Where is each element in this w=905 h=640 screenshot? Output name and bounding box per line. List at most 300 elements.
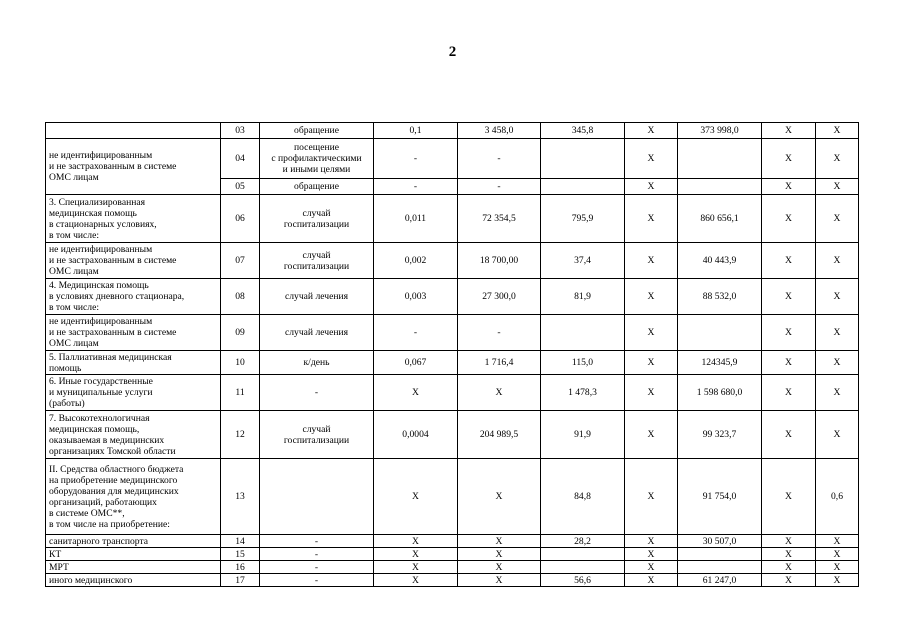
cell-value: 13 (235, 491, 245, 502)
cell-value: Х (833, 125, 841, 136)
table-cell-c5 (458, 195, 541, 243)
row-label-cell (46, 375, 221, 411)
cell-value: 15 (235, 548, 245, 560)
cell-value: Х (647, 255, 655, 266)
cell-value: Х (785, 491, 792, 502)
table-cell-c4 (374, 315, 458, 351)
table-cell-c9 (762, 561, 816, 574)
table-cell-c7 (625, 243, 678, 279)
table-cell-c10 (816, 243, 859, 279)
cell-value: Х (833, 429, 841, 440)
cell-value: 09 (235, 327, 245, 338)
table-cell-c8 (678, 535, 762, 548)
table-cell-c6 (541, 459, 625, 535)
table-cell-unit (260, 459, 374, 535)
table-cell-c8 (678, 459, 762, 535)
row-label: санитарного транспорта (49, 535, 149, 547)
cell-value: 1 598 680,0 (696, 387, 743, 398)
table-cell-c8 (678, 411, 762, 459)
cell-value: Х (412, 491, 419, 502)
row-label-cell (46, 195, 221, 243)
table-row (46, 561, 859, 574)
table-cell-unit (260, 279, 374, 315)
row-label-cell (46, 535, 221, 548)
table-cell-c7 (625, 139, 678, 179)
row-label-cell (46, 459, 221, 535)
table-cell-c9 (762, 375, 816, 411)
table-cell-code (221, 375, 260, 411)
table-cell-c10 (816, 411, 859, 459)
row-label: МРТ (49, 561, 69, 573)
table-cell-c4 (374, 243, 458, 279)
table-cell-code (221, 279, 260, 315)
table-cell-c10 (816, 548, 859, 561)
table-row (46, 243, 859, 279)
cell-value: случай госпитализации (283, 207, 350, 230)
table-cell-c7 (625, 548, 678, 561)
table-cell-c6 (541, 139, 625, 179)
cell-value: 14 (235, 535, 245, 547)
table-cell-c7 (625, 315, 678, 351)
cell-value: Х (412, 574, 419, 586)
cell-value: 1 478,3 (568, 387, 597, 398)
cell-value: Х (833, 574, 841, 586)
cell-value: Х (785, 153, 792, 164)
table-cell-c5 (458, 243, 541, 279)
table-cell-c5 (458, 123, 541, 139)
table-cell-c7 (625, 574, 678, 587)
table-cell-code (221, 459, 260, 535)
table-cell-code (221, 179, 260, 195)
table-cell-c4 (374, 548, 458, 561)
row-label: не идентифицированным и не застрахованным в системе ОМС лицам (49, 244, 177, 277)
table-cell-c4 (374, 411, 458, 459)
table-cell-c9 (762, 548, 816, 561)
table-cell-c7 (625, 279, 678, 315)
row-label: не идентифицированным и не застрахованным в системе ОМС лицам (49, 150, 177, 183)
table-cell-c9 (762, 179, 816, 195)
table-cell-c9 (762, 411, 816, 459)
cell-value: 61 247,0 (702, 574, 737, 586)
row-label: не идентифицированным и не застрахованным в системе ОМС лицам (49, 316, 177, 349)
cell-value: 04 (235, 153, 245, 164)
cell-value: 0,1 (409, 125, 422, 136)
cell-value: Х (833, 387, 841, 398)
table-cell-c5 (458, 411, 541, 459)
table-cell-c9 (762, 315, 816, 351)
table-cell-unit (260, 243, 374, 279)
cell-value: Х (833, 181, 841, 192)
cell-value: Х (647, 574, 655, 586)
row-label-cell (46, 351, 221, 375)
table-cell-c10 (816, 535, 859, 548)
table-cell-c6 (541, 195, 625, 243)
table-cell-c6 (541, 179, 625, 195)
cell-value: 3 458,0 (484, 125, 514, 136)
cell-value: - (413, 181, 418, 192)
cell-value: Х (785, 125, 792, 136)
table-cell-c5 (458, 459, 541, 535)
row-label: 5. Паллиативная медицинская помощь (49, 351, 172, 374)
cell-value: 30 507,0 (702, 535, 737, 547)
cell-value: 0,6 (831, 491, 843, 502)
cell-value: случай госпитализации (283, 423, 350, 446)
cell-value: 115,0 (571, 357, 594, 368)
cell-value: Х (495, 574, 503, 586)
cell-value: - (413, 327, 418, 338)
table-cell-c8 (678, 561, 762, 574)
cell-value: Х (647, 491, 655, 502)
cell-value: Х (495, 491, 503, 502)
cell-value: Х (647, 125, 655, 136)
cell-value: 08 (235, 291, 245, 302)
cell-value: 91,9 (574, 429, 591, 440)
row-label-cell (46, 315, 221, 351)
table-cell-c5 (458, 561, 541, 574)
table-cell-c9 (762, 123, 816, 139)
table-cell-c4 (374, 351, 458, 375)
table-cell-c10 (816, 315, 859, 351)
table-cell-c10 (816, 179, 859, 195)
table-cell-c5 (458, 574, 541, 587)
cell-value: Х (647, 181, 655, 192)
cell-value: Х (833, 255, 841, 266)
cell-value: 124345,9 (701, 357, 738, 368)
cell-value: 1 716,4 (484, 357, 514, 368)
table-cell-c8 (678, 574, 762, 587)
cell-value: 16 (235, 561, 245, 573)
cell-value: 84,8 (574, 491, 591, 502)
cell-value: 81,9 (574, 291, 591, 302)
cell-value: - (314, 548, 319, 560)
table-cell-c8 (678, 179, 762, 195)
table-cell-c10 (816, 375, 859, 411)
cell-value: Х (647, 291, 655, 302)
page-number: 2 (448, 44, 457, 60)
cell-value: обращение (294, 125, 339, 136)
cell-value: - (497, 181, 501, 192)
table-cell-c10 (816, 351, 859, 375)
cell-value: 40 443,9 (702, 255, 737, 266)
cell-value: 05 (235, 181, 245, 192)
table-cell-code (221, 535, 260, 548)
row-label-cell (46, 411, 221, 459)
table-cell-c6 (541, 548, 625, 561)
table-cell-unit (260, 351, 374, 375)
table-cell-c9 (762, 139, 816, 179)
cell-value: - (314, 535, 319, 547)
cell-value: 10 (235, 357, 245, 368)
cell-value: Х (833, 561, 841, 573)
cell-value: 0,003 (404, 291, 427, 302)
table-cell-code (221, 243, 260, 279)
cell-value: 795,9 (571, 213, 594, 224)
table-cell-c7 (625, 351, 678, 375)
table-cell-c8 (678, 279, 762, 315)
cell-value: 06 (235, 213, 245, 224)
table-cell-c4 (374, 195, 458, 243)
table-cell-c6 (541, 315, 625, 351)
cell-value: 0,011 (404, 213, 427, 224)
table-cell-c10 (816, 195, 859, 243)
cell-value: Х (647, 327, 655, 338)
table-cell-c4 (374, 535, 458, 548)
table-cell-c6 (541, 123, 625, 139)
cell-value: Х (647, 429, 655, 440)
cell-value: 0,067 (404, 357, 427, 368)
table-cell-c5 (458, 179, 541, 195)
cell-value: Х (833, 327, 841, 338)
table-row (46, 315, 859, 351)
cell-value: Х (785, 535, 792, 547)
table-cell-c10 (816, 459, 859, 535)
cell-value: - (413, 153, 418, 164)
row-label: 4. Медицинская помощь в условиях дневного стационара, в том числе: (49, 280, 185, 313)
table-cell-c10 (816, 279, 859, 315)
table-cell-c9 (762, 279, 816, 315)
table-cell-c8 (678, 195, 762, 243)
table-cell-c4 (374, 123, 458, 139)
table-cell-unit (260, 561, 374, 574)
cell-value: 0,0004 (402, 429, 429, 440)
table-row (46, 123, 859, 139)
cell-value: Х (495, 387, 503, 398)
table-cell-unit (260, 123, 374, 139)
table-cell-c8 (678, 139, 762, 179)
table-cell-c8 (678, 351, 762, 375)
table-cell-unit (260, 195, 374, 243)
cell-value: Х (785, 574, 792, 586)
cell-value: случай лечения (284, 327, 349, 338)
row-label-cell (46, 123, 221, 139)
table-cell-c10 (816, 574, 859, 587)
table-cell-c9 (762, 351, 816, 375)
cell-value: - (314, 561, 319, 573)
cell-value: Х (785, 213, 792, 224)
table-cell-code (221, 351, 260, 375)
financing-table (45, 122, 859, 587)
table-cell-c6 (541, 411, 625, 459)
cell-value: Х (647, 561, 655, 573)
cell-value: Х (785, 327, 792, 338)
cell-value: Х (412, 535, 419, 547)
table-cell-c7 (625, 195, 678, 243)
row-label-cell (46, 279, 221, 315)
cell-value: 18 700,00 (479, 255, 519, 266)
cell-value: Х (412, 548, 419, 560)
table-cell-unit (260, 411, 374, 459)
cell-value: Х (833, 548, 841, 560)
cell-value: 99 323,7 (702, 429, 737, 440)
table-cell-c9 (762, 243, 816, 279)
cell-value: Х (412, 387, 419, 398)
cell-value: Х (647, 387, 655, 398)
table-cell-c6 (541, 574, 625, 587)
cell-value: Х (785, 357, 792, 368)
cell-value: 860 656,1 (700, 213, 739, 224)
cell-value: 11 (235, 387, 245, 398)
table-cell-c8 (678, 548, 762, 561)
cell-value: - (314, 387, 319, 398)
table-row (46, 574, 859, 587)
row-label-cell (46, 574, 221, 587)
cell-value: Х (647, 357, 655, 368)
cell-value: Х (833, 153, 841, 164)
row-label-cell (46, 548, 221, 561)
table-cell-unit (260, 315, 374, 351)
cell-value: 12 (235, 429, 245, 440)
cell-value: 373 998,0 (700, 125, 739, 136)
table-cell-c9 (762, 459, 816, 535)
table-cell-c7 (625, 411, 678, 459)
cell-value: Х (785, 548, 792, 560)
row-label-cell (46, 139, 221, 195)
table-cell-c10 (816, 123, 859, 139)
table-cell-c5 (458, 548, 541, 561)
cell-value: случай лечения (284, 291, 349, 302)
table-cell-code (221, 548, 260, 561)
table-cell-c5 (458, 279, 541, 315)
table-row (46, 195, 859, 243)
table-cell-c5 (458, 315, 541, 351)
table-cell-c9 (762, 195, 816, 243)
cell-value: Х (785, 561, 792, 573)
table-cell-c5 (458, 375, 541, 411)
cell-value: Х (647, 213, 655, 224)
cell-value: Х (833, 535, 841, 547)
cell-value: 345,8 (571, 125, 594, 136)
table-cell-c8 (678, 375, 762, 411)
cell-value: 27 300,0 (482, 291, 516, 302)
table-cell-code (221, 123, 260, 139)
table-cell-c7 (625, 535, 678, 548)
table-cell-unit (260, 574, 374, 587)
table-cell-code (221, 315, 260, 351)
table-row (46, 548, 859, 561)
cell-value: Х (647, 535, 655, 547)
cell-value: 37,4 (574, 255, 591, 266)
cell-value: Х (647, 548, 655, 560)
table-cell-c4 (374, 574, 458, 587)
table-cell-c6 (541, 535, 625, 548)
table-cell-code (221, 574, 260, 587)
cell-value: 72 354,5 (482, 213, 516, 224)
table-cell-c10 (816, 139, 859, 179)
table-cell-c4 (374, 561, 458, 574)
cell-value: 204 989,5 (479, 429, 519, 440)
table-cell-unit (260, 139, 374, 179)
row-label: 7. Высокотехнологичная медицинская помощь, оказываемая в медицинских организациях Томской области (49, 412, 176, 457)
table-cell-c7 (625, 375, 678, 411)
row-label: 6. Иные государственные и муниципальные услуги (работы) (49, 376, 153, 409)
table-row (46, 139, 859, 179)
cell-value: случай госпитализации (283, 249, 350, 272)
table-cell-unit (260, 179, 374, 195)
cell-value: Х (833, 357, 841, 368)
table-cell-c7 (625, 123, 678, 139)
table-row (46, 535, 859, 548)
table-cell-code (221, 561, 260, 574)
table-cell-c7 (625, 561, 678, 574)
table-cell-c9 (762, 574, 816, 587)
table-cell-code (221, 195, 260, 243)
table-cell-c7 (625, 459, 678, 535)
cell-value: Х (785, 181, 792, 192)
cell-value: 03 (235, 125, 245, 136)
cell-value: 56,6 (574, 574, 591, 586)
cell-value: Х (412, 561, 419, 573)
table-cell-c6 (541, 351, 625, 375)
table-cell-unit (260, 375, 374, 411)
cell-value: посещение с профилактическими и иными целями (271, 142, 362, 175)
table-row (46, 375, 859, 411)
cell-value: 91 754,0 (702, 491, 737, 502)
table-cell-c6 (541, 375, 625, 411)
table-cell-c4 (374, 179, 458, 195)
table-cell-c5 (458, 535, 541, 548)
cell-value: Х (833, 213, 841, 224)
table-cell-code (221, 139, 260, 179)
table-row (46, 279, 859, 315)
cell-value: 28,2 (574, 535, 591, 547)
cell-value: Х (833, 291, 841, 302)
cell-value: Х (785, 255, 792, 266)
table-row (46, 459, 859, 535)
row-label-cell (46, 243, 221, 279)
cell-value: Х (495, 561, 503, 573)
cell-value: - (497, 153, 501, 164)
row-label: II. Средства областного бюджета на приобретение медицинского оборудования для медицинских организаций, работающих в системе ОМС**, в том числе на приобретение: (49, 463, 184, 530)
cell-value: обращение (294, 181, 339, 192)
table-cell-c4 (374, 139, 458, 179)
cell-value: Х (785, 291, 792, 302)
row-label: 3. Специализированная медицинская помощь в стационарных условиях, в том числе: (49, 196, 157, 241)
table-cell-c6 (541, 561, 625, 574)
table-cell-c6 (541, 279, 625, 315)
cell-value: 17 (235, 574, 245, 586)
cell-value: - (314, 574, 319, 586)
cell-value: Х (495, 548, 503, 560)
cell-value: Х (647, 153, 655, 164)
row-label: КТ (49, 548, 62, 560)
cell-value: к/день (303, 357, 330, 368)
table-cell-unit (260, 535, 374, 548)
table-cell-c5 (458, 351, 541, 375)
table-cell-c4 (374, 279, 458, 315)
cell-value: Х (495, 535, 503, 547)
table-cell-unit (260, 548, 374, 561)
cell-value: 0,002 (404, 255, 427, 266)
table-cell-c4 (374, 459, 458, 535)
table-row (46, 351, 859, 375)
cell-value: 88 532,0 (702, 291, 737, 302)
table-cell-c5 (458, 139, 541, 179)
table-cell-c8 (678, 315, 762, 351)
table-cell-c8 (678, 123, 762, 139)
table-cell-c4 (374, 375, 458, 411)
table-cell-c8 (678, 243, 762, 279)
table-cell-c7 (625, 179, 678, 195)
table-cell-code (221, 411, 260, 459)
table-cell-c10 (816, 561, 859, 574)
table-cell-c6 (541, 243, 625, 279)
cell-value: - (497, 327, 501, 338)
cell-value: 07 (235, 255, 245, 266)
cell-value: Х (785, 387, 792, 398)
cell-value: Х (785, 429, 792, 440)
table-row (46, 411, 859, 459)
table-cell-c9 (762, 535, 816, 548)
